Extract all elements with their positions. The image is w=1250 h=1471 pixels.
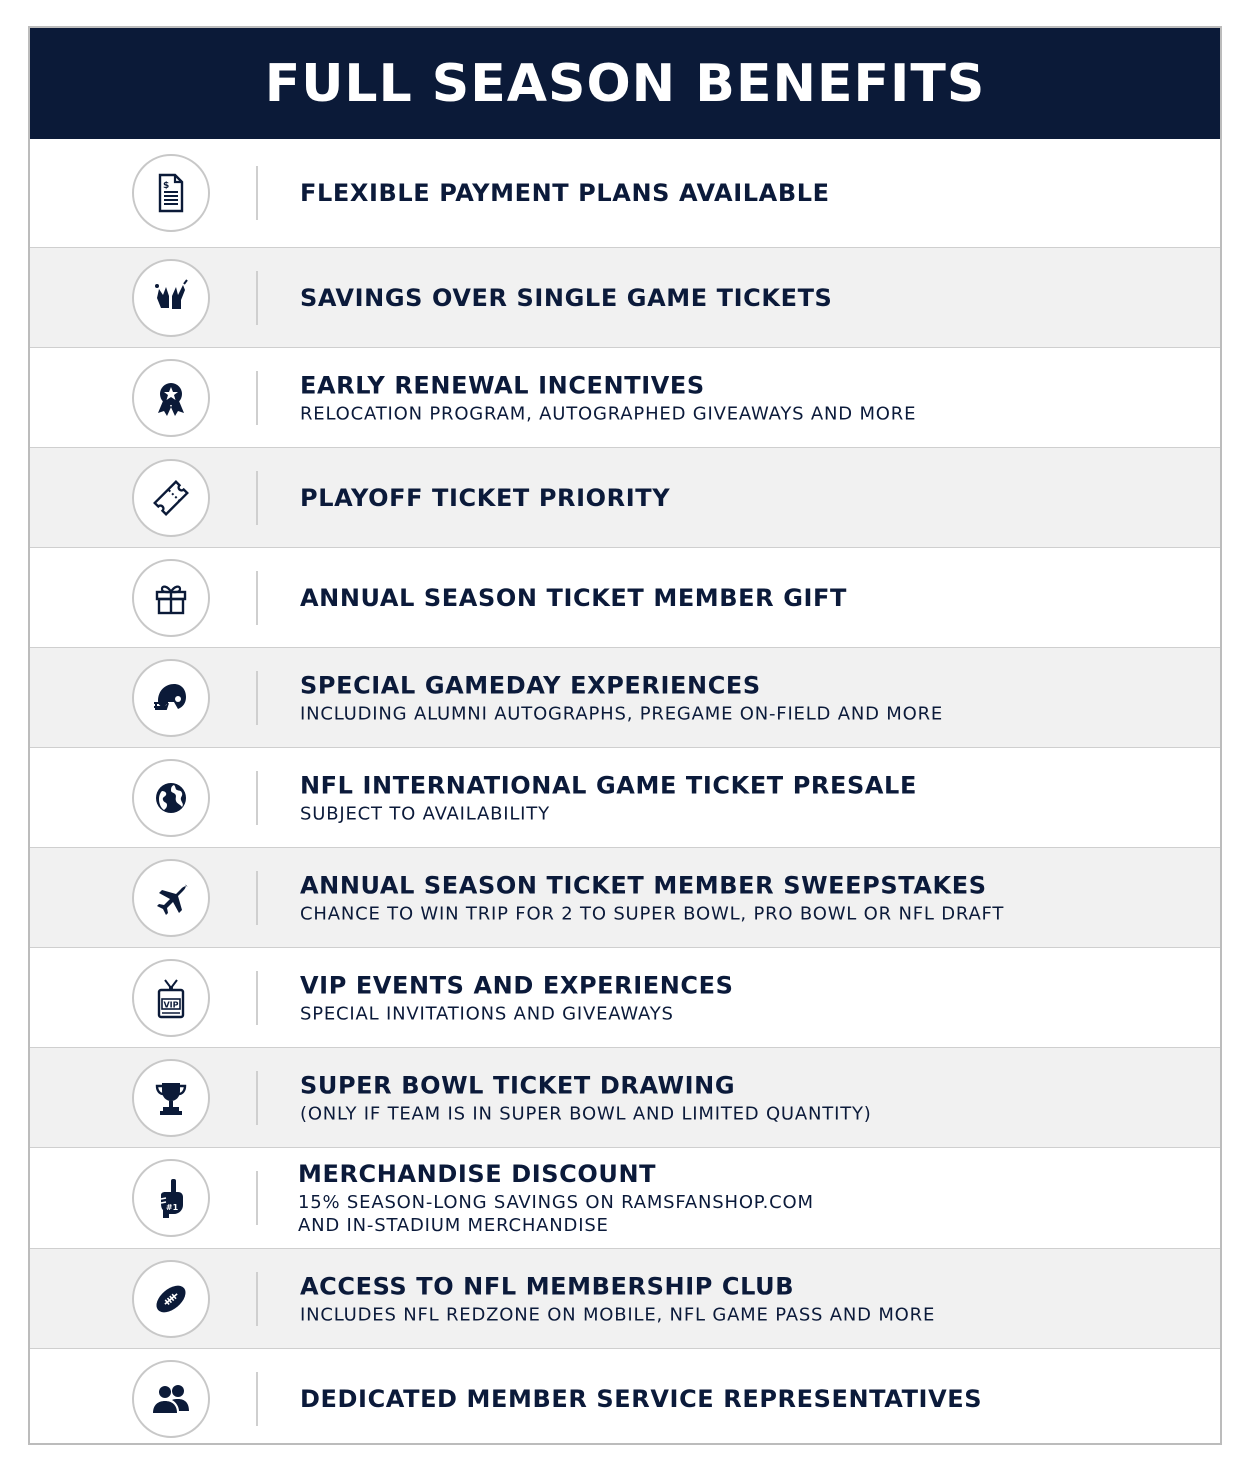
row-divider xyxy=(256,671,258,725)
benefit-row xyxy=(30,139,1220,247)
benefit-title: DEDICATED MEMBER SERVICE REPRESENTATIVES xyxy=(300,1384,983,1413)
row-divider xyxy=(256,166,258,220)
benefit-row xyxy=(30,247,1220,347)
benefit-subtitle: CHANCE TO WIN TRIP FOR 2 TO SUPER BOWL, PRO BOWL OR NFL DRAFT xyxy=(300,903,1005,924)
benefit-title: SPECIAL GAMEDAY EXPERIENCES xyxy=(300,671,761,699)
award-ribbon-icon xyxy=(132,359,210,437)
benefit-subtitle: INCLUDING ALUMNI AUTOGRAPHS, PREGAME ON-FIELD AND MORE xyxy=(300,703,944,724)
people-icon xyxy=(132,1360,210,1438)
benefits-card xyxy=(28,26,1222,1445)
benefit-row xyxy=(30,1147,1220,1248)
benefit-subtitle-line2: AND IN-STADIUM MERCHANDISE xyxy=(298,1215,609,1236)
benefit-row xyxy=(30,1248,1220,1348)
vip-badge-icon xyxy=(132,959,210,1037)
svg-text:VIP: VIP xyxy=(163,1000,179,1009)
benefit-row xyxy=(30,347,1220,447)
svg-text:$: $ xyxy=(163,181,170,191)
football-icon xyxy=(132,1260,210,1338)
row-divider xyxy=(256,1171,258,1225)
benefit-title: NFL INTERNATIONAL GAME TICKET PRESALE xyxy=(300,771,917,799)
benefit-title: MERCHANDISE DISCOUNT xyxy=(298,1160,657,1188)
fans-cheering-icon xyxy=(132,259,210,337)
svg-text:#1: #1 xyxy=(165,1203,179,1212)
benefit-title: EARLY RENEWAL INCENTIVES xyxy=(300,371,705,399)
row-divider xyxy=(256,1372,258,1426)
benefit-title: FLEXIBLE PAYMENT PLANS AVAILABLE xyxy=(300,179,830,207)
gift-icon xyxy=(132,559,210,637)
header-bar xyxy=(30,28,1220,139)
invoice-icon xyxy=(132,154,210,232)
row-divider xyxy=(256,871,258,925)
page-title: FULL SEASON BENEFITS xyxy=(264,53,986,114)
row-divider xyxy=(256,971,258,1025)
benefit-title: ANNUAL SEASON TICKET MEMBER SWEEPSTAKES xyxy=(300,871,987,899)
row-divider xyxy=(256,1272,258,1326)
benefit-row xyxy=(30,647,1220,747)
benefit-row xyxy=(30,847,1220,947)
row-divider xyxy=(256,771,258,825)
benefit-title: PLAYOFF TICKET PRIORITY xyxy=(300,483,671,512)
benefit-subtitle: INCLUDES NFL REDZONE ON MOBILE, NFL GAME PASS AND MORE xyxy=(300,1304,936,1325)
benefit-title: SAVINGS OVER SINGLE GAME TICKETS xyxy=(300,283,833,312)
benefit-title: ACCESS TO NFL MEMBERSHIP CLUB xyxy=(300,1272,795,1300)
row-divider xyxy=(256,471,258,525)
airplane-icon xyxy=(132,859,210,937)
benefit-row xyxy=(30,747,1220,847)
foam-finger-icon xyxy=(132,1159,210,1237)
benefit-row xyxy=(30,547,1220,647)
row-divider xyxy=(256,571,258,625)
benefit-title: ANNUAL SEASON TICKET MEMBER GIFT xyxy=(300,583,848,612)
benefit-subtitle: (ONLY IF TEAM IS IN SUPER BOWL AND LIMITED QUANTITY) xyxy=(300,1103,872,1124)
benefit-row xyxy=(30,1348,1220,1448)
row-divider xyxy=(256,271,258,325)
benefit-subtitle: SUBJECT TO AVAILABILITY xyxy=(300,803,550,824)
benefit-subtitle: 15% SEASON-LONG SAVINGS ON RAMSFANSHOP.COM xyxy=(298,1192,814,1213)
trophy-icon xyxy=(132,1059,210,1137)
benefit-title: VIP EVENTS AND EXPERIENCES xyxy=(300,971,734,999)
benefit-row xyxy=(30,1047,1220,1147)
benefit-subtitle: SPECIAL INVITATIONS AND GIVEAWAYS xyxy=(300,1003,674,1024)
row-divider xyxy=(256,1071,258,1125)
football-helmet-icon xyxy=(132,659,210,737)
benefit-title: SUPER BOWL TICKET DRAWING xyxy=(300,1071,736,1099)
globe-icon xyxy=(132,759,210,837)
ticket-icon xyxy=(132,459,210,537)
benefit-subtitle: RELOCATION PROGRAM, AUTOGRAPHED GIVEAWAYS AND MORE xyxy=(300,403,917,424)
benefit-row xyxy=(30,947,1220,1047)
benefit-row xyxy=(30,447,1220,547)
row-divider xyxy=(256,371,258,425)
